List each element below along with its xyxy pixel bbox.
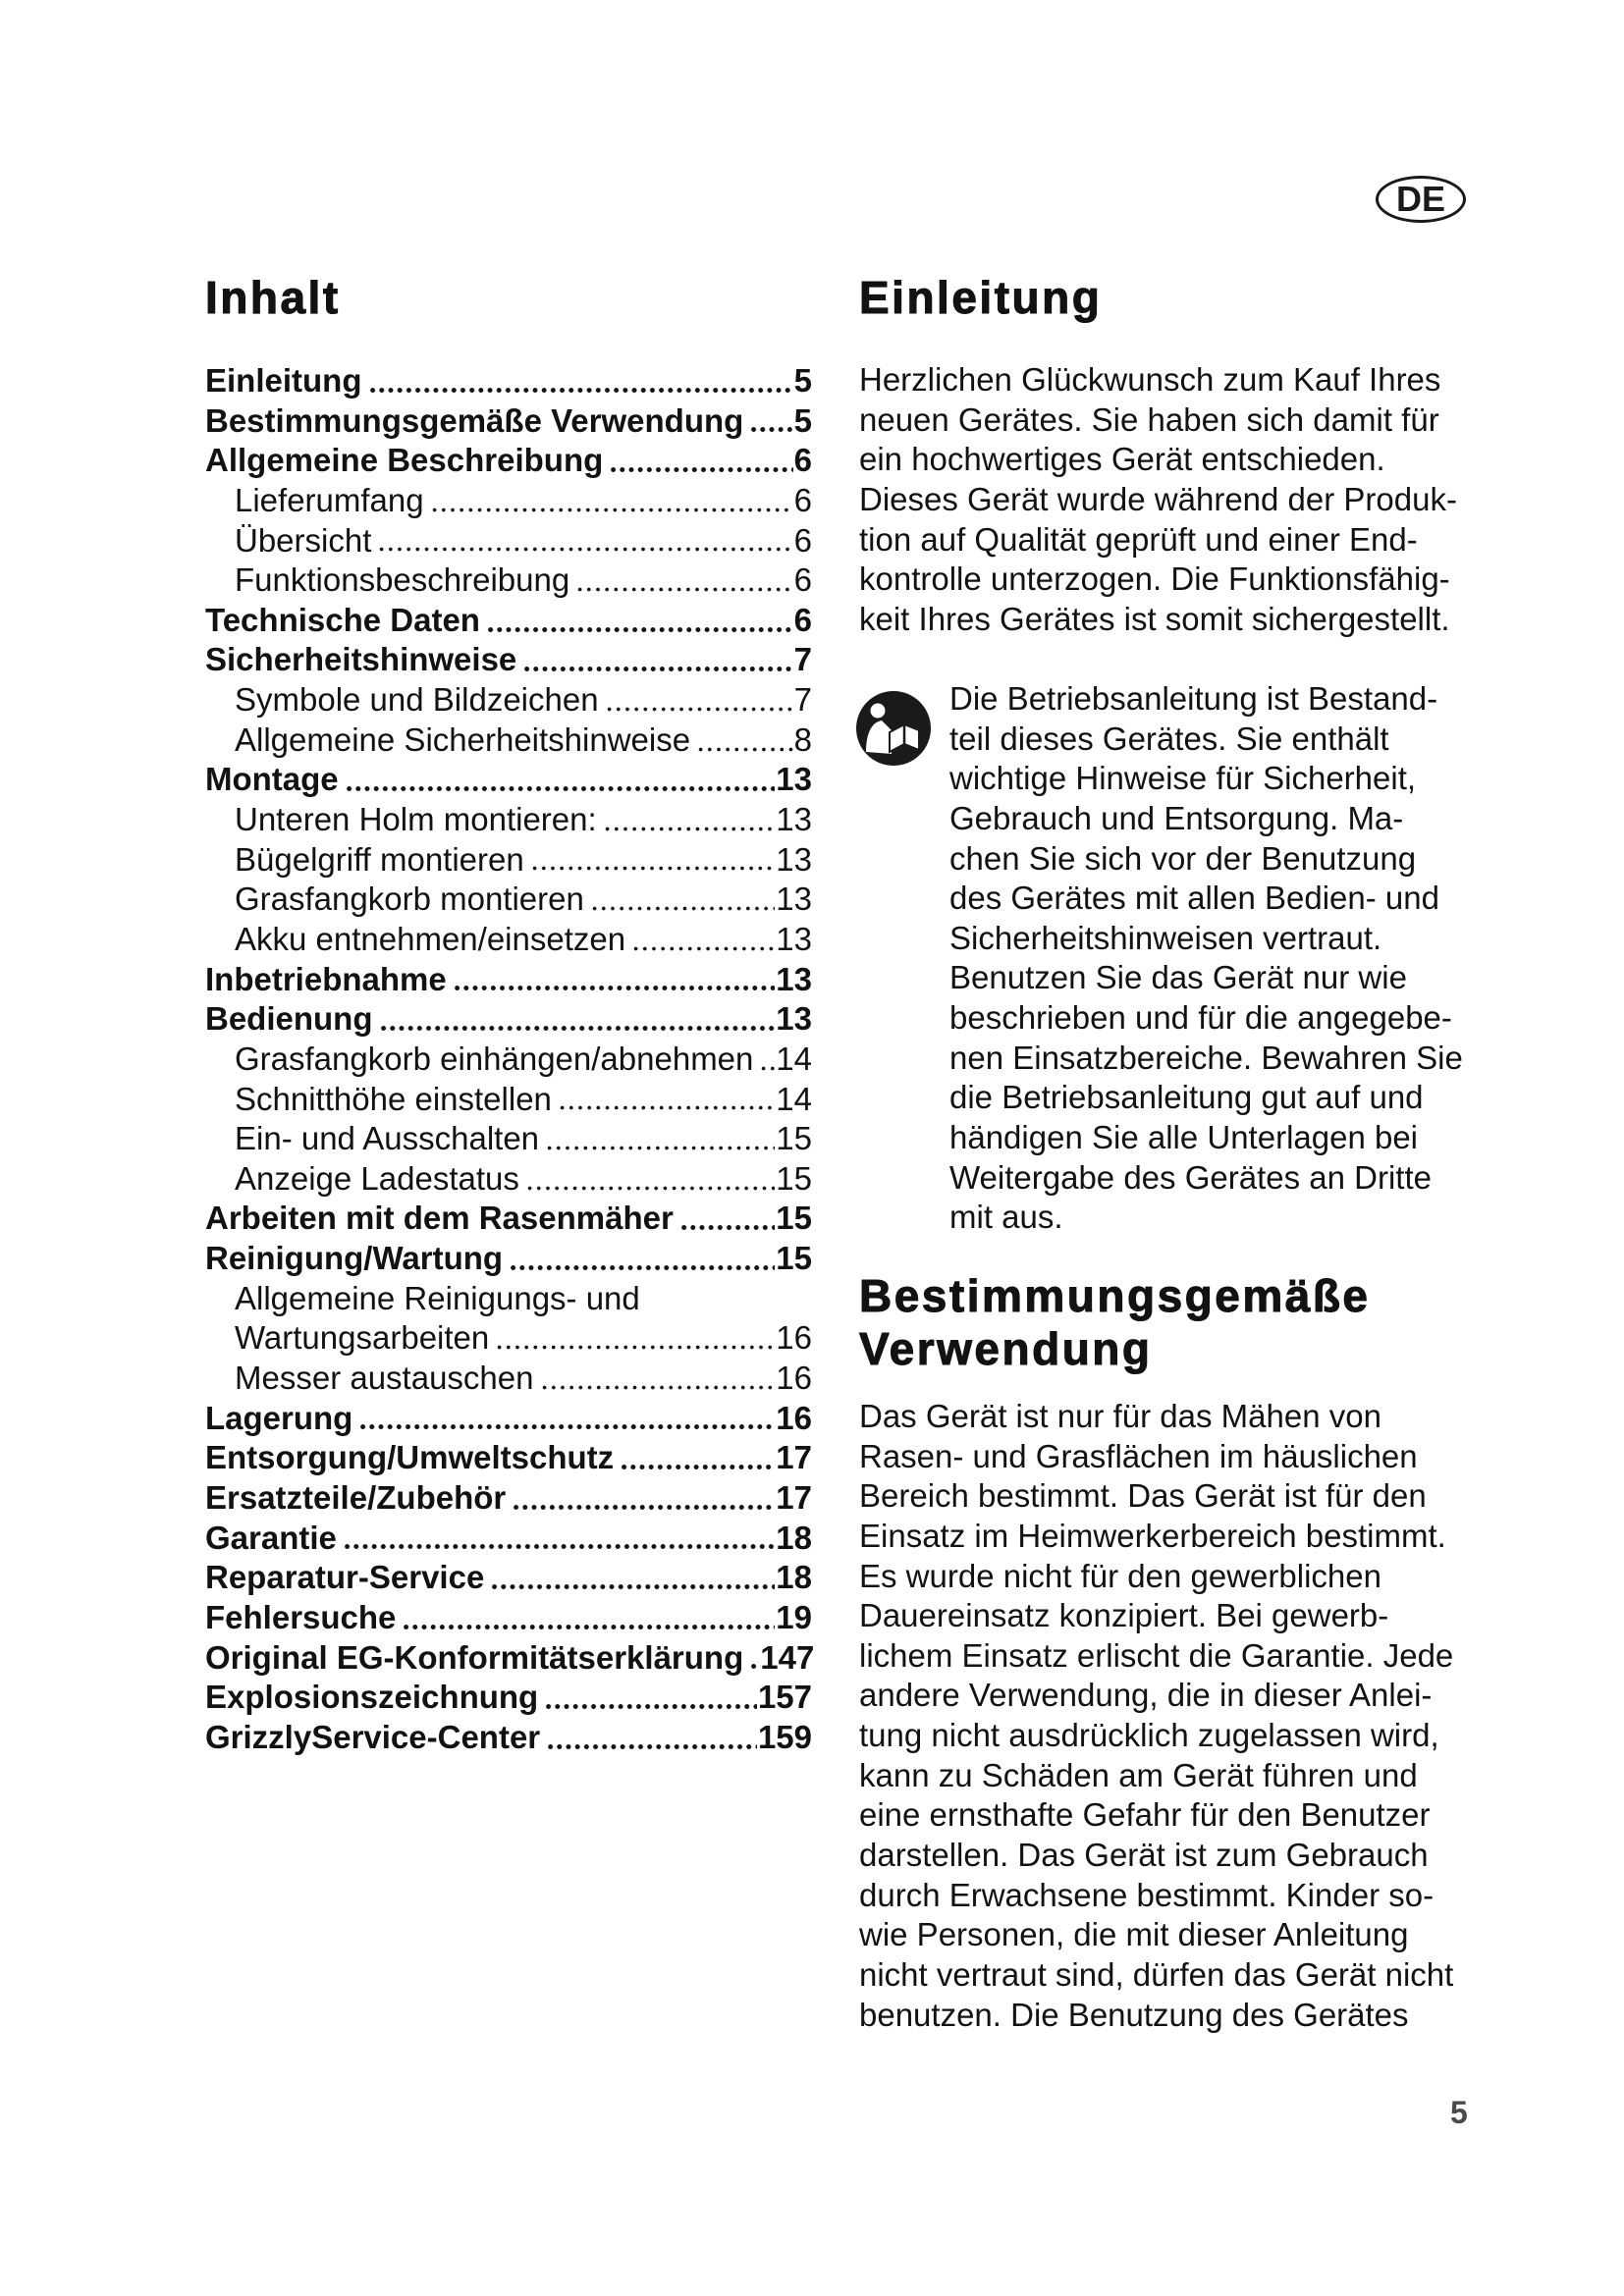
toc-entry-page: 16: [776, 1399, 812, 1436]
toc-entry-page: 5: [793, 362, 812, 399]
toc-subentry: [205, 721, 812, 761]
toc-entry-title: Garantie: [205, 1519, 337, 1556]
toc-entry-title: Grasfangkorb einhängen/abnehmen: [235, 1040, 754, 1077]
toc-subentry: [205, 680, 812, 721]
toc-entry-title: Anzeige Ladestatus: [235, 1159, 519, 1197]
toc-entry-title: Bestimmungsgemäße Verwendung: [205, 401, 744, 439]
toc-section-entry: [205, 1519, 812, 1559]
dot-leader: [402, 1625, 775, 1629]
text-line: Bereich bestimmt. Das Gerät ist für den: [859, 1477, 1427, 1515]
toc-section-entry: [205, 1239, 812, 1279]
toc-entry-title: Übersicht: [235, 521, 372, 559]
toc-entry-title: Allgemeine Sicherheitshinweise: [235, 721, 691, 758]
intended-use-heading: [859, 1269, 1371, 1375]
dot-leader: [631, 946, 775, 951]
read-manual-icon: [855, 690, 932, 767]
toc-section-entry: [205, 441, 812, 481]
dot-leader: [345, 786, 776, 791]
text-line: Benutzen Sie das Gerät nur wie: [949, 959, 1407, 996]
toc-entry-page: 14: [776, 1080, 812, 1117]
toc-section-entry: [205, 1598, 812, 1638]
language-badge: DE: [1376, 176, 1466, 223]
text-line: teil dieses Gerätes. Sie enthält: [949, 720, 1389, 757]
toc-entry-title: Akku entnehmen/einsetzen: [235, 920, 626, 957]
text-line: Dieses Gerät wurde während der Produk-: [859, 480, 1457, 517]
toc-entry-title: GrizzlyService-Center: [205, 1718, 541, 1755]
dot-leader: [486, 627, 793, 632]
page-number: 5: [1450, 2095, 1468, 2130]
toc-entry-title: Grasfangkorb montieren: [235, 881, 584, 918]
toc-entry-title: Messer austauschen: [235, 1360, 534, 1397]
toc-section-entry: [205, 1438, 812, 1478]
heading-line: Bestimmungsgemäße: [859, 1270, 1371, 1321]
toc-entry-page: 18: [776, 1519, 812, 1556]
toc-entry-page: 19: [776, 1598, 812, 1635]
text-line: Das Gerät ist nur für das Mähen von: [859, 1398, 1381, 1434]
toc-subentry: [205, 1040, 812, 1080]
toc-subentry: [205, 1318, 812, 1359]
toc-entry-page: 13: [776, 881, 812, 918]
text-line: Herzlichen Glückwunsch zum Kauf Ihres: [859, 361, 1441, 398]
dot-leader: [490, 1584, 775, 1589]
dot-leader: [512, 1505, 775, 1510]
toc-entry-title: Sicherheitshinweise: [205, 641, 517, 678]
text-line: Die Betriebsanleitung ist Bestand-: [949, 680, 1438, 717]
toc-section-entry: [205, 401, 812, 442]
text-line: des Gerätes mit allen Bedien- und: [949, 880, 1439, 917]
dot-leader: [343, 1544, 775, 1549]
dot-leader: [530, 866, 776, 871]
text-line: eine ernsthafte Gefahr für den Benutzer: [859, 1796, 1431, 1834]
text-line: durch Erwachsene bestimmt. Kinder so-: [859, 1876, 1435, 1913]
dot-leader: [522, 667, 792, 671]
toc-entry-title: Entsorgung/Umweltschutz: [205, 1439, 615, 1476]
manual-notice: [949, 679, 1463, 1238]
toc-entry-page: 15: [776, 1240, 812, 1277]
toc-entry-page: 13: [776, 840, 812, 878]
text-line: wichtige Hinweise für Sicherheit,: [949, 760, 1417, 797]
toc-entry-page: 16: [776, 1360, 812, 1397]
dot-leader: [546, 1744, 757, 1749]
toc-entry-page: 16: [776, 1319, 812, 1357]
toc-section-entry: [205, 1199, 812, 1239]
toc-entry-title: Fehlersuche: [205, 1598, 397, 1635]
toc-entry-title-continued: Wartungsarbeiten: [235, 1319, 490, 1357]
dot-leader: [358, 1424, 775, 1429]
text-line: tion auf Qualität geprüft und einer End-: [859, 520, 1418, 558]
dot-leader: [368, 388, 793, 393]
text-line: kontrolle unterzogen. Die Funktionsfähig-: [859, 561, 1450, 598]
toc-heading: Inhalt: [205, 272, 341, 323]
toc-entry-page: 13: [776, 920, 812, 957]
dot-leader: [525, 1186, 775, 1191]
toc-entry-title: Bügelgriff montieren: [235, 840, 524, 878]
text-line: nen Einsatzbereiche. Bewahren Sie: [949, 1039, 1463, 1076]
dot-leader: [540, 1385, 776, 1390]
dot-leader: [545, 1146, 775, 1150]
toc-entry-title: Montage: [205, 761, 339, 798]
toc-entry-page: 13: [776, 761, 812, 798]
text-line: Einsatz im Heimwerkerbereich bestimmt.: [859, 1517, 1446, 1554]
toc-entry-page: 6: [793, 442, 812, 479]
heading-line: Verwendung: [859, 1323, 1153, 1374]
toc-entry-title: Einleitung: [205, 362, 362, 399]
dot-leader: [609, 467, 792, 472]
dot-leader: [544, 1704, 757, 1709]
toc-entry-title: Schnitthöhe einstellen: [235, 1080, 552, 1117]
text-line: lichem Einsatz erlischt die Garantie. Jede: [859, 1636, 1454, 1674]
toc-subentry: [205, 800, 812, 840]
toc-entry-page: 7: [793, 681, 812, 719]
toc-entry-title: Funktionsbeschreibung: [235, 561, 570, 599]
toc-subentry: [205, 481, 812, 521]
dot-leader: [453, 986, 776, 990]
toc-subentry: [205, 1359, 812, 1399]
toc-entry-title: Original EG-Konformitätserklärung: [205, 1638, 744, 1676]
toc-section-entry: [205, 1718, 812, 1758]
toc-entry-title: Bedienung: [205, 1000, 373, 1038]
dot-leader: [377, 547, 792, 552]
toc-subentry: [205, 521, 812, 561]
text-line: ein hochwertiges Gerät entschieden.: [859, 441, 1385, 478]
dot-leader: [749, 1664, 759, 1669]
dot-leader: [603, 827, 776, 831]
toc-subentry: [205, 1159, 812, 1200]
toc-entry-page: 13: [776, 1000, 812, 1038]
text-line: wie Personen, die mit dieser Anleitung: [859, 1916, 1409, 1953]
text-line: keit Ihres Gerätes ist somit sichergestellt.: [859, 600, 1450, 637]
toc-section-entry: [205, 760, 812, 800]
toc-entry-title: Inbetriebnahme: [205, 960, 447, 997]
text-line: Dauereinsatz konzipiert. Bei gewerb-: [859, 1597, 1389, 1634]
toc-entry-title: Lagerung: [205, 1399, 353, 1436]
intended-use-paragraph: [859, 1397, 1453, 2035]
toc-subentry: [205, 1119, 812, 1159]
toc-entry-page: 147: [760, 1638, 815, 1676]
toc-entry-page: 13: [776, 801, 812, 838]
text-line: händigen Sie alle Unterlagen bei: [949, 1119, 1419, 1156]
toc-entry-page: 6: [793, 601, 812, 638]
toc-entry-title: Ersatzteile/Zubehör: [205, 1478, 507, 1516]
toc-entry-page: 6: [793, 521, 812, 559]
toc-section-entry: [205, 960, 812, 1000]
toc-entry-title: Allgemeine Beschreibung: [205, 442, 604, 479]
dot-leader: [379, 1026, 776, 1031]
toc-subentry: [205, 561, 812, 601]
dot-leader: [605, 707, 793, 712]
toc-entry-page: 14: [776, 1040, 812, 1077]
toc-entry-page: 159: [757, 1718, 812, 1755]
text-line: darstellen. Das Gerät ist zum Gebrauch: [859, 1837, 1429, 1874]
text-line: benutzen. Die Benutzung des Gerätes: [859, 1996, 1409, 2033]
toc-subentry: [205, 840, 812, 881]
toc-entry-title: Ein- und Ausschalten: [235, 1120, 540, 1157]
toc-entry-page: 5: [793, 401, 812, 439]
toc-section-entry: [205, 640, 812, 680]
dot-leader: [679, 1225, 775, 1230]
text-line: Es wurde nicht für den gewerblichen: [859, 1557, 1381, 1594]
toc-entry-title: Explosionszeichnung: [205, 1679, 539, 1716]
dot-leader: [509, 1265, 775, 1270]
toc-entry-title: Arbeiten mit dem Rasenmäher: [205, 1200, 674, 1237]
dot-leader: [749, 427, 792, 432]
text-line: neuen Gerätes. Sie haben sich damit für: [859, 400, 1439, 438]
dot-leader: [430, 507, 793, 512]
text-line: nicht vertraut sind, dürfen das Gerät nicht: [859, 1955, 1454, 1993]
text-line: mit aus.: [949, 1199, 1063, 1236]
toc-entry-page: 6: [793, 561, 812, 599]
dot-leader: [759, 1066, 775, 1071]
text-line: beschrieben und für die angegebe-: [949, 999, 1452, 1037]
toc-entry-title: Unteren Holm montieren:: [235, 801, 597, 838]
text-line: Gebrauch und Entsorgung. Ma-: [949, 799, 1404, 836]
toc-subentry: [205, 1080, 812, 1120]
dot-leader: [620, 1465, 775, 1469]
toc-section-entry: [205, 601, 812, 641]
toc-entry-title: Symbole und Bildzeichen: [235, 681, 599, 719]
toc-entry-page: 17: [776, 1439, 812, 1476]
toc-entry-page: 17: [776, 1478, 812, 1516]
toc-section-entry: [205, 1399, 812, 1439]
table-of-contents: [205, 361, 815, 1757]
toc-section-entry: [205, 1638, 815, 1679]
toc-section-entry: [205, 1478, 812, 1519]
dot-leader: [495, 1345, 775, 1350]
toc-section-entry: [205, 1678, 812, 1718]
text-line: Weitergabe des Gerätes an Dritte: [949, 1158, 1432, 1196]
toc-entry-title: Allgemeine Reinigungs- und: [235, 1279, 640, 1316]
toc-entry-page: 15: [776, 1159, 812, 1197]
toc-section-entry: [205, 361, 812, 401]
toc-entry-page: 7: [793, 641, 812, 678]
text-line: die Betriebsanleitung gut auf und: [949, 1079, 1424, 1116]
toc-entry-title: Reinigung/Wartung: [205, 1240, 504, 1277]
toc-entry-page: 13: [776, 960, 812, 997]
text-line: andere Verwendung, die in dieser Anlei-: [859, 1677, 1433, 1714]
dot-leader: [696, 747, 793, 752]
dot-leader: [590, 906, 775, 911]
text-line: tung nicht ausdrücklich zugelassen wird,: [859, 1717, 1439, 1754]
toc-entry-page: 8: [793, 721, 812, 758]
toc-entry-page: 6: [793, 481, 812, 518]
toc-subentry: [205, 880, 812, 920]
toc-entry-page: 15: [776, 1200, 812, 1237]
toc-entry-title: Lieferumfang: [235, 481, 424, 518]
text-line: chen Sie sich vor der Benutzung: [949, 839, 1417, 877]
toc-entry-title: Technische Daten: [205, 601, 480, 638]
dot-leader: [575, 587, 792, 592]
toc-entry-page: 157: [757, 1679, 812, 1716]
text-line: Rasen- und Grasflächen im häuslichen: [859, 1437, 1418, 1474]
intro-heading: Einleitung: [859, 272, 1103, 323]
toc-entry-title: Reparatur-Service: [205, 1559, 485, 1596]
text-line: Sicherheitshinweisen vertraut.: [949, 919, 1382, 956]
toc-section-entry: [205, 1558, 812, 1598]
toc-subentry: [205, 1279, 812, 1319]
text-line: kann zu Schäden am Gerät führen und: [859, 1756, 1418, 1793]
toc-entry-page: 18: [776, 1559, 812, 1596]
toc-subentry: [205, 920, 812, 960]
intro-paragraph: [859, 360, 1457, 639]
toc-section-entry: [205, 999, 812, 1040]
dot-leader: [558, 1105, 775, 1110]
toc-entry-page: 15: [776, 1120, 812, 1157]
